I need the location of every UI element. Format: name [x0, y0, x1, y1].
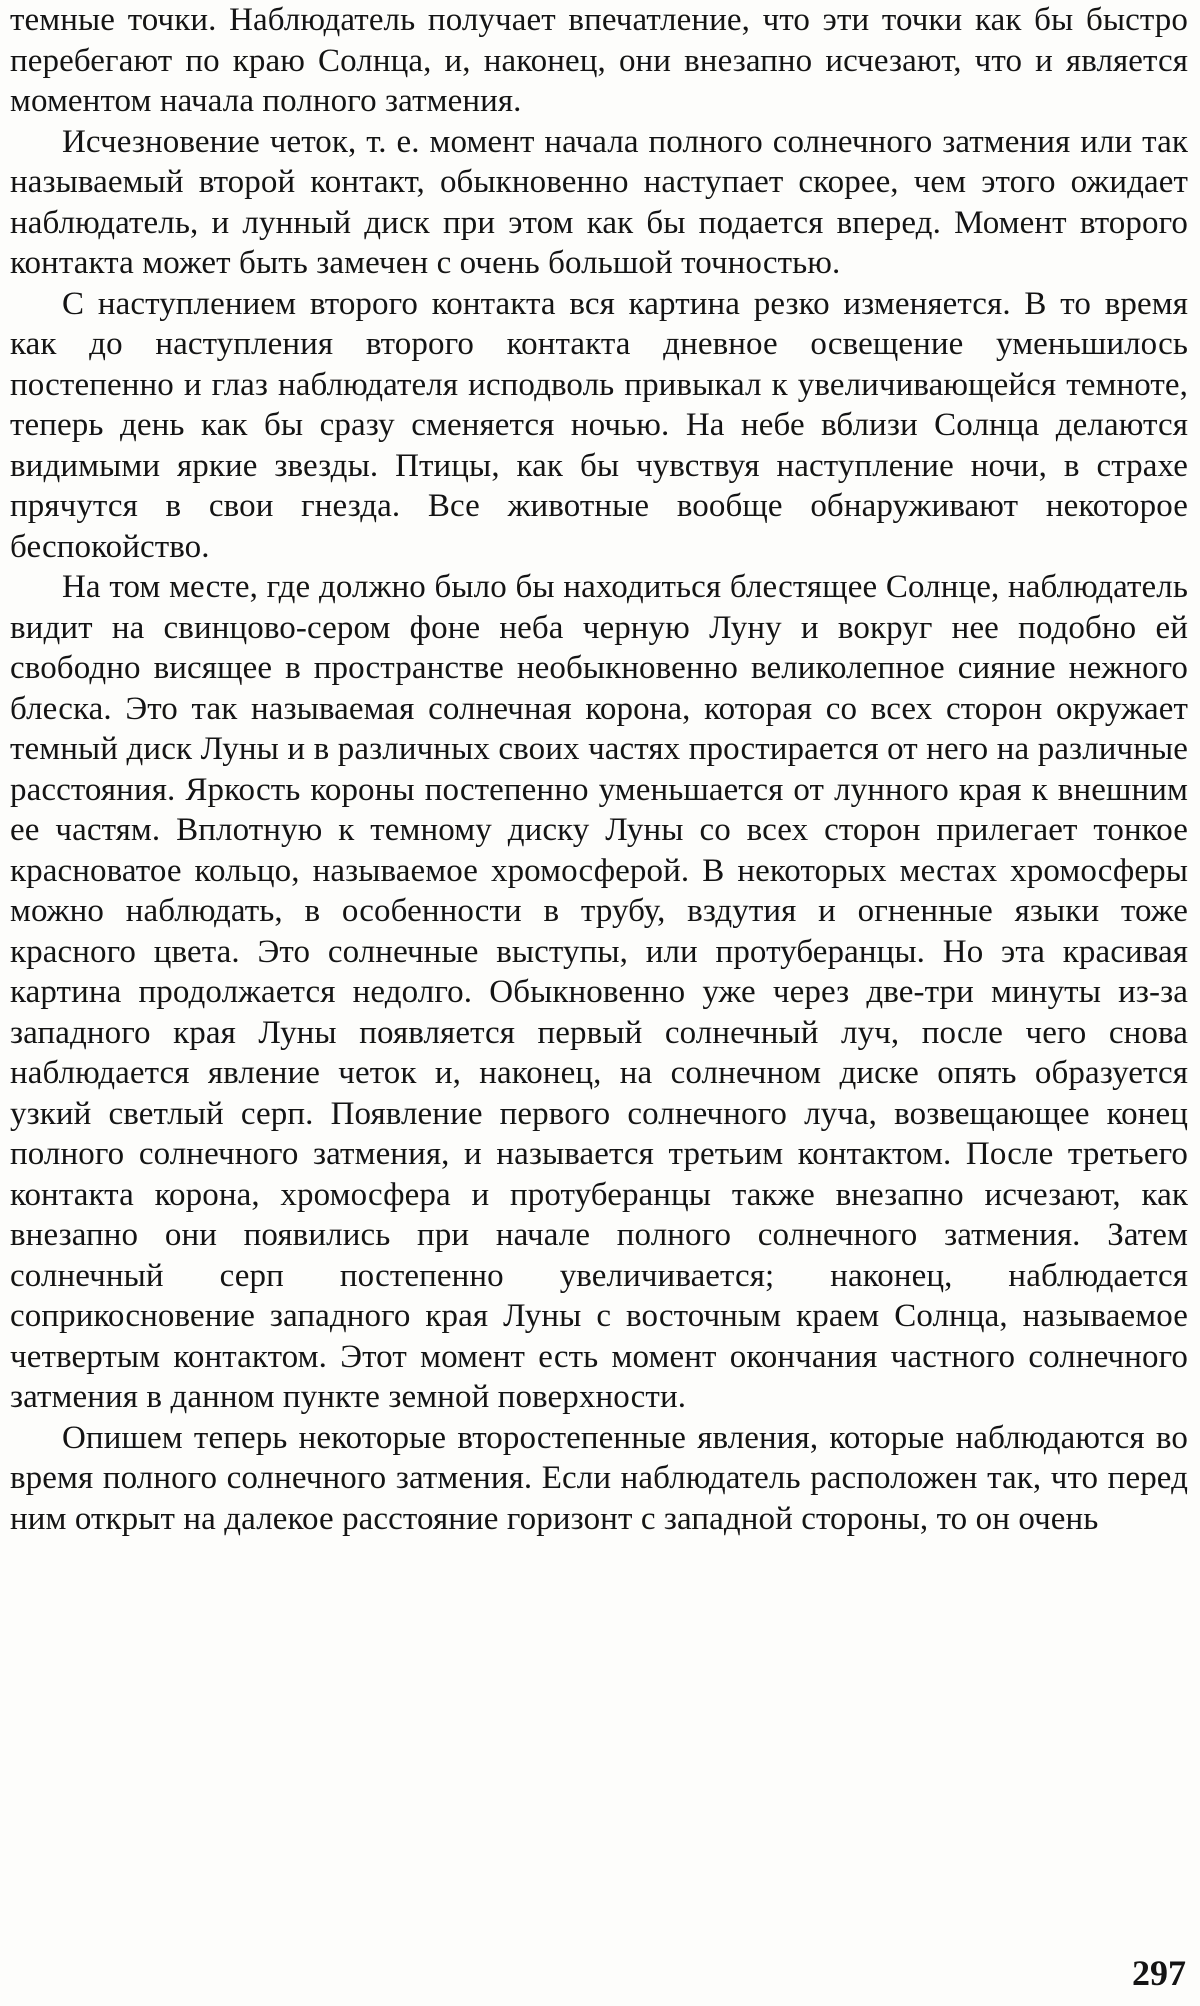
paragraph-corona: На том месте, где должно было бы находиться блестящее Солнце, наблюдатель видит на свинцово-сером фоне неба черную Луну и вокруг нее подобно ей свободно висящее в пространстве необыкновенно великолепное сияние нежного блеска. Это так называемая солнечная корона, которая со всех сторон окружает темный диск Луны и в различных своих частях простирается от него на различные расстояния. Яркость короны постепенно уменьшается от лунного края к внешним ее частям. Вплотную к темному диску Луны со всех сторон прилегает тонкое красноватое кольцо, называемое хромосферой. В некоторых местах хромосферы можно наблюдать, в особенности в трубу, вздутия и огненные языки тоже красного цвета. Это солнечные выступы, или протуберанцы. Но эта красивая картина продолжается недолго. Обыкновенно уже через две-три минуты из-за западного края Луны появляется первый солнечный луч, после чего снова наблюдается явление четок и, наконец, на солнечном диске опять образуется узкий светлый серп. Появление первого солнечного луча, возвещающее конец полного солнечного затмения, и называется третьим контактом. После третьего контакта корона, хромосфера и протуберанцы также внезапно исчезают, как внезапно они появились при начале полного солнечного затмения. Затем солнечный серп постепенно увеличивается; наконец, наблюдается соприкосновение западного края Луны с восточным краем Солнца, называемое четвертым контактом. Этот момент есть момент окончания частного солнечного затмения в данном пункте земной поверхности. — [10, 569, 1188, 1415]
paragraph-darkness: С наступлением второго контакта вся картина резко изменяется. В то время как до наступления второго контакта дневное освещение уменьшилось постепенно и глаз наблюдателя исподволь привыкал к увеличивающейся темноте, теперь день как бы сразу сменяется ночью. На небе вблизи Солнца делаются видимыми яркие звезды. Птицы, как бы чувствуя наступление ночи, в страхе прячутся в свои гнезда. Все животные вообще обнаруживают некоторое беспокойство. — [10, 285, 1188, 565]
paragraph-continuation: темные точки. Наблюдатель получает впечатление, что эти точки как бы быстро перебегают по краю Солнца, и, наконец, они внезапно исчезают, что и является моментом начала полного затмения. — [10, 2, 1188, 119]
paragraph-secondary-phenomena: Опишем теперь некоторые второстепенные явления, которые наблюдаются во время полного солнечного затмения. Если наблюдатель расположен так, что перед ним открыт на далекое расстояние горизонт с западной стороны, то он очень — [10, 1419, 1188, 1537]
page-number: 297 — [1132, 1953, 1186, 1993]
paragraph-second-contact: Исчезновение четок, т. е. момент начала полного солнечного затмения или так называемый второй контакт, обыкновенно наступает скорее, чем этого ожидает наблюдатель, и лунный диск при этом как бы подается вперед. Момент второго контакта может быть замечен с очень большой точностью. — [10, 123, 1188, 281]
page-body-text — [10, 0, 1188, 1539]
